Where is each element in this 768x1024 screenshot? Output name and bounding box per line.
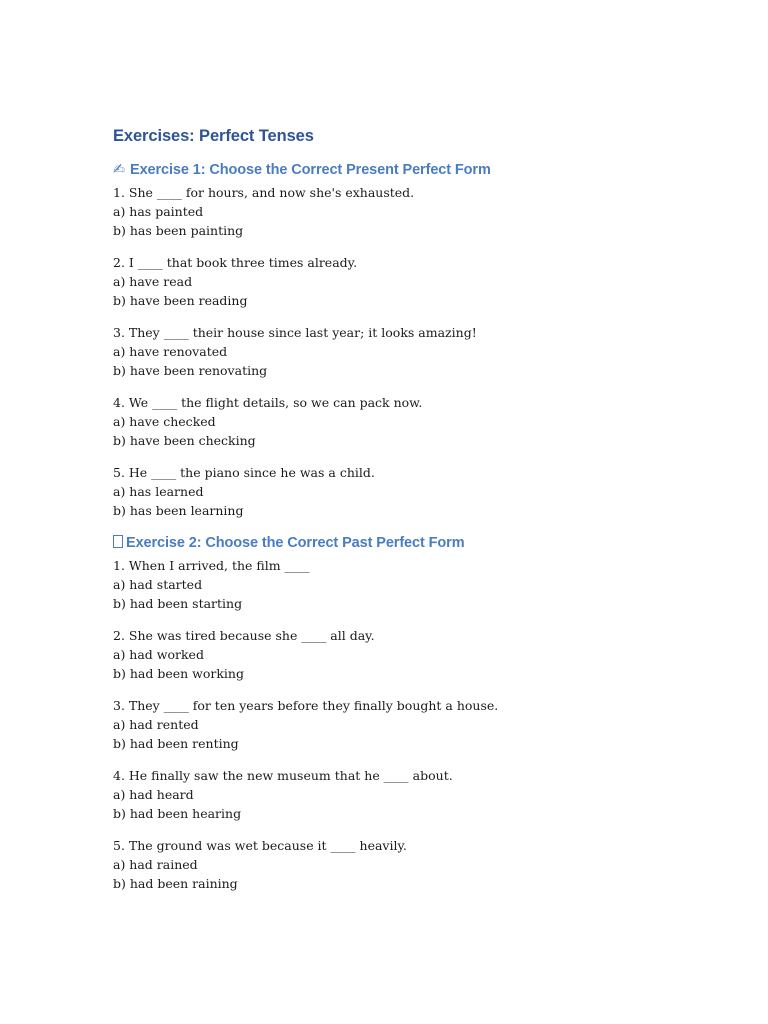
option-a: a) have renovated [113,344,228,359]
question-text: 2. She was tired because she ____ all day. [113,628,375,643]
option-a: a) had rented [113,717,199,732]
option-b: b) have been reading [113,293,248,308]
exercise-1-heading-text: Exercise 1: Choose the Correct Present Perfect Form [130,162,491,178]
exercise-2-question-4 [113,766,713,823]
exercise-2-questions [113,556,713,893]
question-text: 2. I ____ that book three times already. [113,255,358,270]
option-a: a) has painted [113,204,204,219]
document-body [113,124,713,906]
option-a: a) had started [113,577,203,592]
option-a: a) has learned [113,484,204,499]
exercise-1-question-5 [113,463,713,520]
question-text: 3. They ____ their house since last year; it looks amazing! [113,325,477,340]
option-a: a) had worked [113,647,204,662]
question-text: 5. He ____ the piano since he was a child. [113,465,375,480]
question-text: 5. The ground was wet because it ____ heavily. [113,838,407,853]
exercise-1-question-1 [113,183,713,240]
option-a: a) have read [113,274,193,289]
option-a: a) had rained [113,857,198,872]
option-b: b) has been painting [113,223,244,238]
exercise-1-questions [113,183,713,520]
option-b: b) have been renovating [113,363,268,378]
exercise-1-question-3 [113,323,713,380]
pencil-icon: ✍ [113,162,126,178]
document-title: Exercises: Perfect Tenses [113,127,314,145]
exercise-1-heading [113,160,713,180]
question-text: 4. He finally saw the new museum that he ____ about. [113,768,453,783]
question-text: 3. They ____ for ten years before they finally bought a house. [113,698,499,713]
option-b: b) had been raining [113,876,238,891]
option-b: b) had been renting [113,736,239,751]
exercise-2-question-1 [113,556,713,613]
question-text: 1. She ____ for hours, and now she's exhausted. [113,185,415,200]
exercise-2-question-3 [113,696,713,753]
exercise-2-heading [113,533,713,553]
exercise-2-heading-text: Exercise 2: Choose the Correct Past Perfect Form [126,535,465,551]
question-text: 4. We ____ the flight details, so we can pack now. [113,395,423,410]
question-text: 1. When I arrived, the film ____ [113,558,310,573]
missing-glyph-icon [113,535,123,548]
exercise-2-question-5 [113,836,713,893]
option-b: b) had been working [113,666,244,681]
option-b: b) had been hearing [113,806,242,821]
exercise-1-question-2 [113,253,713,310]
option-a: a) have checked [113,414,216,429]
option-b: b) have been checking [113,433,256,448]
option-b: b) has been learning [113,503,244,518]
option-a: a) had heard [113,787,194,802]
exercise-1-question-4 [113,393,713,450]
option-b: b) had been starting [113,596,243,611]
exercise-2-question-2 [113,626,713,683]
